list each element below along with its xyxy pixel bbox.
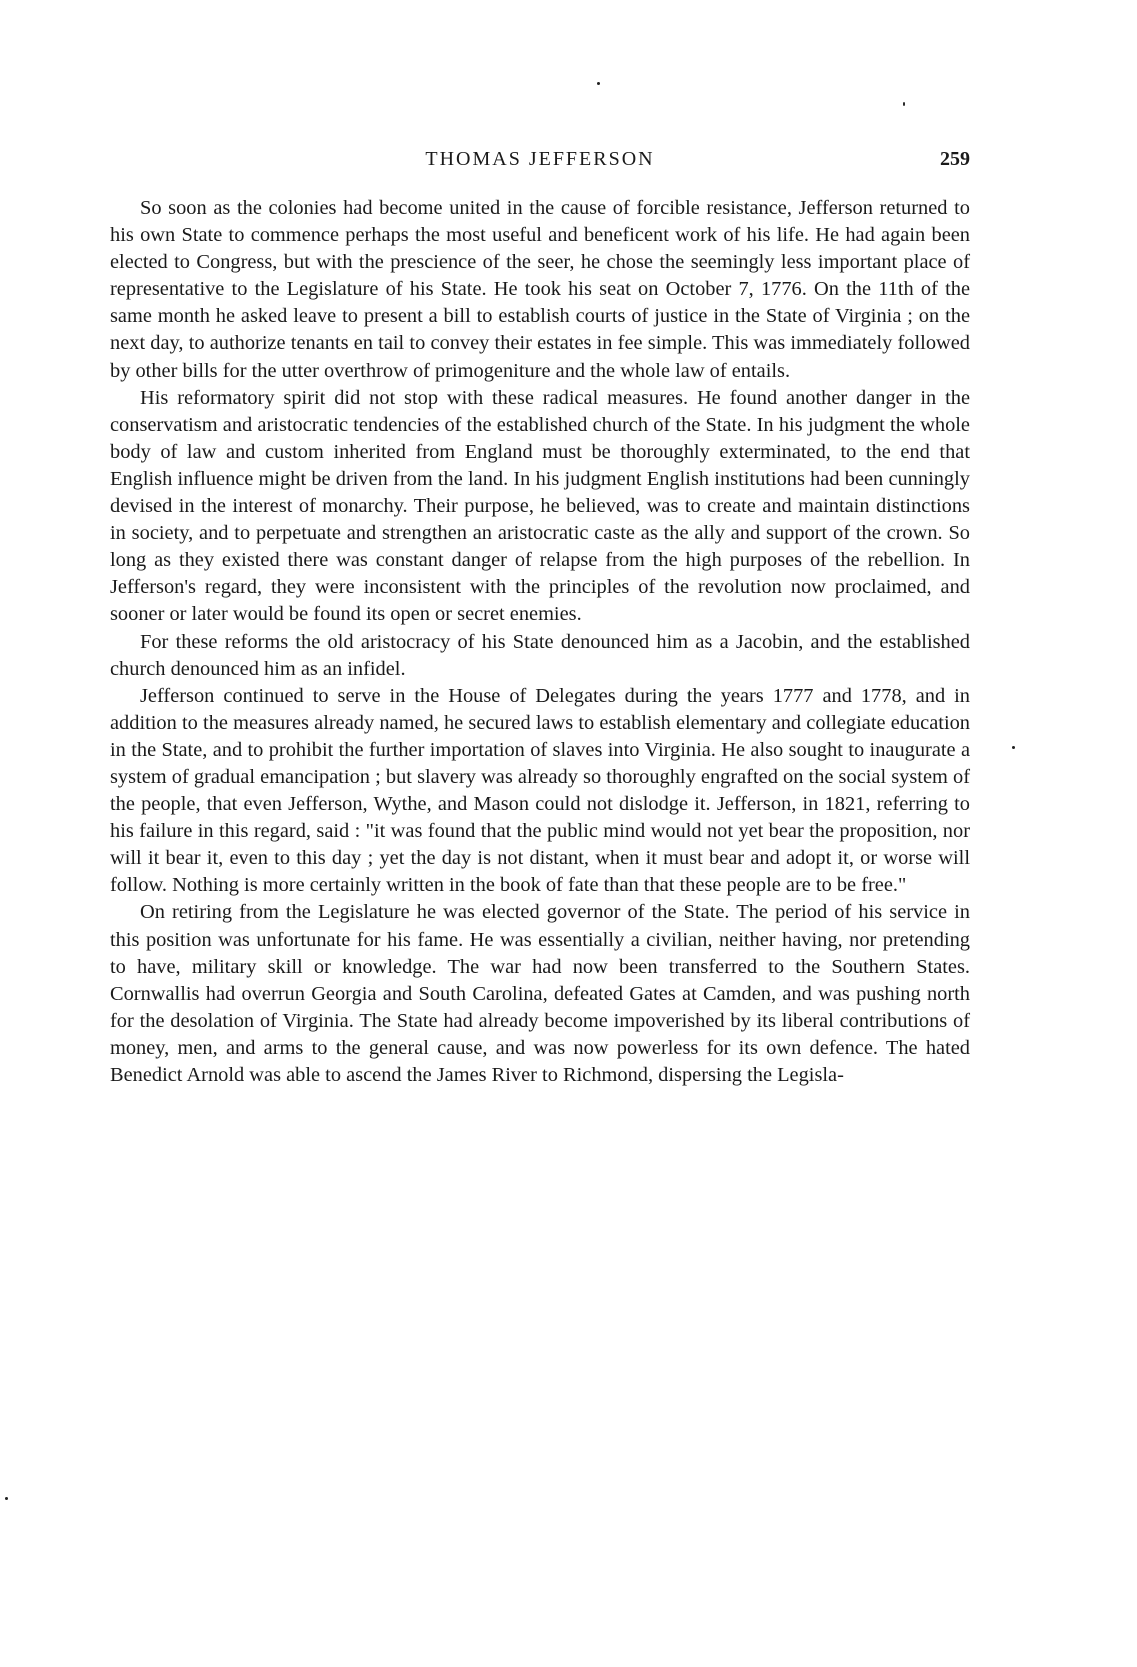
body-text xyxy=(110,195,970,1089)
page-header xyxy=(110,148,970,178)
running-head: THOMAS JEFFERSON xyxy=(425,148,655,170)
print-speck xyxy=(903,102,905,106)
paragraph: Jefferson continued to serve in the House of Delegates during the years 1777 and 1778, and in addition to the measures already named, he secured laws to establish elementary and collegiate education in the State, and to prohibit the further importation of slaves into Virginia. He also sought to inaugurate a system of gradual emancipation ; but slavery was already so thoroughly engrafted on the social system of the people, that even Jefferson, Wythe, and Mason could not dislodge it. Jefferson, in 1821, referring to his failure in this regard, said : "it was found that the public mind would not yet bear the proposition, nor will it bear it, even to this day ; yet the day is not distant, when it must bear and adopt it, or worse will follow. Nothing is more certainly written in the book of fate than that these people are to be free." xyxy=(110,684,970,897)
page-number: 259 xyxy=(940,148,970,170)
print-speck xyxy=(5,1497,8,1500)
paragraph: On retiring from the Legislature he was elected governor of the State. The period of his service in this position was unfortunate for his fame. He was essentially a civilian, neither having, nor pretending to have, military skill or knowledge. The war had now been transferred to the Southern States. Cornwallis had overrun Georgia and South Carolina, defeated Gates at Camden, and was pushing north for the desolation of Virginia. The State had already become impoverished by its liberal contributions of money, men, and arms to the general cause, and was now powerless for its own defence. The hated Benedict Arnold was able to ascend the James River to Richmond, dispersing the Legisla- xyxy=(110,901,970,1086)
paragraph: His reformatory spirit did not stop with these radical measures. He found another danger in the conservatism and aristocratic tendencies of the established church of the State. In his judgment the whole body of law and custom inherited from England must be thoroughly exterminated, to the end that English influence might be driven from the land. In his judgment English institutions had been cunningly devised in the interest of monarchy. Their purpose, he believed, was to create and maintain distinctions in society, and to perpetuate and strengthen an aristocratic caste as the ally and support of the crown. So long as they existed there was constant danger of relapse from the high purposes of the rebellion. In Jefferson's regard, they were inconsistent with the principles of the revolution now proclaimed, and sooner or later would be found its open or secret enemies. xyxy=(110,386,970,626)
print-speck xyxy=(1012,746,1015,749)
paragraph: So soon as the colonies had become united in the cause of forcible resistance, Jefferson returned to his own State to commence perhaps the most useful and beneficent work of his life. He had again been elected to Congress, but with the prescience of the seer, he chose the seemingly less important place of representative to the Legislature of his State. He took his seat on October 7, 1776. On the 11th of the same month he asked leave to present a bill to establish courts of justice in the State of Virginia ; on the next day, to authorize tenants en tail to convey their estates in fee simple. This was immediately followed by other bills for the utter overthrow of primogeniture and the whole law of entails. xyxy=(110,197,970,382)
print-speck xyxy=(597,82,600,85)
paragraph: For these reforms the old aristocracy of his State denounced him as a Jacobin, and the established church denounced him as an infidel. xyxy=(110,630,970,680)
